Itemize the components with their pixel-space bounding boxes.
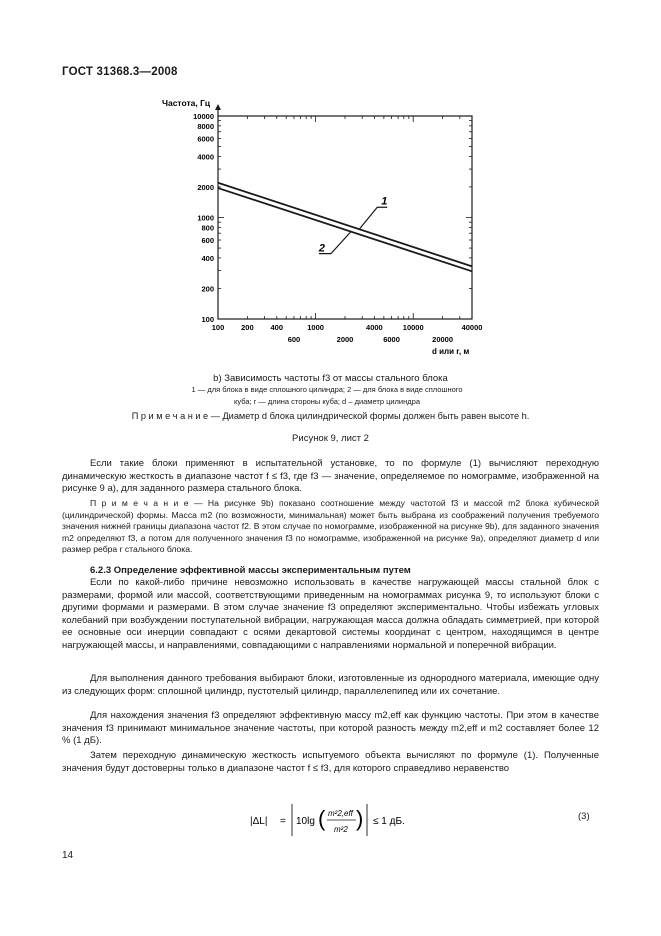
note-prefix: П р и м е ч а н и е (131, 411, 209, 421)
x-tick-label: 100 (211, 323, 225, 332)
y-tick-label: 2000 (197, 182, 214, 192)
figure-caption (62, 373, 599, 384)
y-tick-label: 6000 (197, 134, 214, 144)
x-tick-label: 4000 (366, 323, 383, 332)
figure-title: Рисунок 9, лист 2 (292, 433, 369, 444)
series-label-1: 1 (381, 195, 388, 208)
x-tick-label: 40000 (461, 323, 483, 332)
note-2 (62, 498, 599, 556)
note-text: — Диаметр d блока цилиндрической формы должен быть равен высоте h. (208, 411, 530, 421)
note-2-text: — На рисунке 9b) показано соотношение между частотой f3 и массой m2 блока кубической (цилиндрической) формы. Масса m2 (по возможности, минимальная) может быть выбрана из соображений получения требуемого значения нижней границы диапазона частот f2. В этом случае по номограмме, изображенной на рисунке 9b), для заданного значения m2 определяют f3, а потом для полученного значения f3 по номограмме, изображенной на рисунке 9а), определяют диаметр d или размер ребра r стального блока. (62, 498, 600, 555)
figure-legend (152, 384, 502, 408)
series-line-2 (218, 188, 472, 271)
x-tick-label: 400 (270, 323, 284, 332)
y-tick-label: 200 (201, 284, 214, 294)
frequency-mass-chart (150, 96, 510, 364)
legend-line-1: 1 — для блока в виде сплошного цилиндра; 2 — для блока в виде сплошного (191, 385, 463, 394)
formula-numerator: m²2,eff (328, 809, 353, 818)
formula-lhs: |ΔL| (250, 816, 268, 827)
formula-equals: = (280, 816, 286, 827)
x-axis-label: d или r, м (432, 347, 470, 356)
y-tick-label: 4000 (197, 152, 214, 162)
y-arrowhead (215, 104, 221, 110)
chart-series (218, 183, 472, 272)
formula-number: (3) (578, 811, 590, 822)
note-2-prefix: П р и м е ч а н и е (90, 498, 189, 508)
chart-axes (215, 104, 472, 319)
x-tick-label: 20000 (432, 335, 454, 344)
x-tick-label: 6000 (383, 335, 400, 344)
page-number: 14 (62, 850, 74, 861)
figure-note (62, 411, 599, 421)
x-tick-label: 1000 (307, 323, 324, 332)
y-tick-label: 600 (201, 236, 214, 246)
y-tick-labels (193, 112, 214, 324)
leader-1 (359, 207, 387, 229)
paragraph-5: Затем переходную динамическую жесткость испытуемого объекта вычисляют по формуле (1). Полученные значения будут достоверны только в диапазоне частот f ≤ f3, для которого справедливо неравенство (62, 750, 599, 774)
formula-open-paren: ( (318, 806, 326, 831)
x-tick-label: 600 (287, 335, 301, 344)
y-tick-label: 800 (201, 223, 214, 233)
paragraph-1: Если такие блоки применяют в испытательной установке, то по формуле (1) вычисляют переходную динамическую жесткость в диапазоне частот f ≤ f3, где f3 — значение, определяемое по номограмме, изображенной на рисунке 9 а), для заданного размера стального блока. (62, 458, 599, 495)
y-tick-label: 10000 (193, 112, 214, 121)
x-tick-label: 2000 (336, 335, 354, 344)
formula-3 (250, 800, 430, 840)
x-tick-label: 10000 (402, 323, 424, 332)
figure-caption-text: b) Зависимость частоты f3 от массы стального блока (213, 373, 448, 384)
formula-rhs: ≤ 1 дБ. (373, 816, 405, 827)
y-tick-label: 1000 (197, 213, 214, 223)
paragraph-3: Для выполнения данного требования выбирают блоки, изготовленные из однородного материала, имеющие одну из следующих форм: сплошной цилиндр, пустотелый цилиндр, параллелепипед или их сочетание. (62, 673, 599, 697)
paragraph-4: Для нахождения значения f3 определяют эффективную массу m2,eff как функцию частоты. При этом в качестве значения f3 принимают минимальное значение частоты, при которой разность между m2,eff и m2 составляет более 12 % (1 дБ). (62, 710, 599, 747)
series-line-1 (218, 183, 472, 267)
formula-close-paren: ) (356, 806, 364, 831)
y-tick-label: 400 (201, 253, 214, 263)
legend-line-2: куба; r — длина стороны куба; d – диаметр цилиндра (234, 397, 420, 406)
formula-coef: 10lg (296, 816, 315, 827)
x-tick-labels (212, 323, 483, 344)
y-tick-label: 8000 (197, 121, 214, 131)
y-axis-label: Частота, Гц (162, 98, 211, 108)
plot-frame (218, 116, 472, 319)
section-heading: 6.2.3 Определение эффективной массы экспериментальным путем (90, 565, 411, 576)
y-tick-label: 100 (201, 315, 214, 324)
paragraph-2: Если по какой-либо причине невозможно использовать в качестве нагружающей массы стальной блок с размерами, формой или массой, соответствующими приведенным на номограммах рисунка 9, то используют блоки с другими формами и размерами. В этом случае значение f3 определяют экспериментально. Чтобы избежать угловых колебаний при возбуждении поступательной вибрации, нагружающая масса должна обладать симметрией, при которой ее основные оси инерции совпадают с осями декартовой системы координат с центром, находящимся в центре нагружающей массы, и направлениями, совпадающими с направлениями нормальной и поперечной вибрации. (62, 577, 599, 651)
x-tick-label: 200 (241, 323, 254, 332)
formula-denominator: m²2 (334, 825, 348, 834)
document-header: ГОСТ 31368.3—2008 (62, 66, 178, 78)
series-label-2: 2 (318, 242, 326, 255)
